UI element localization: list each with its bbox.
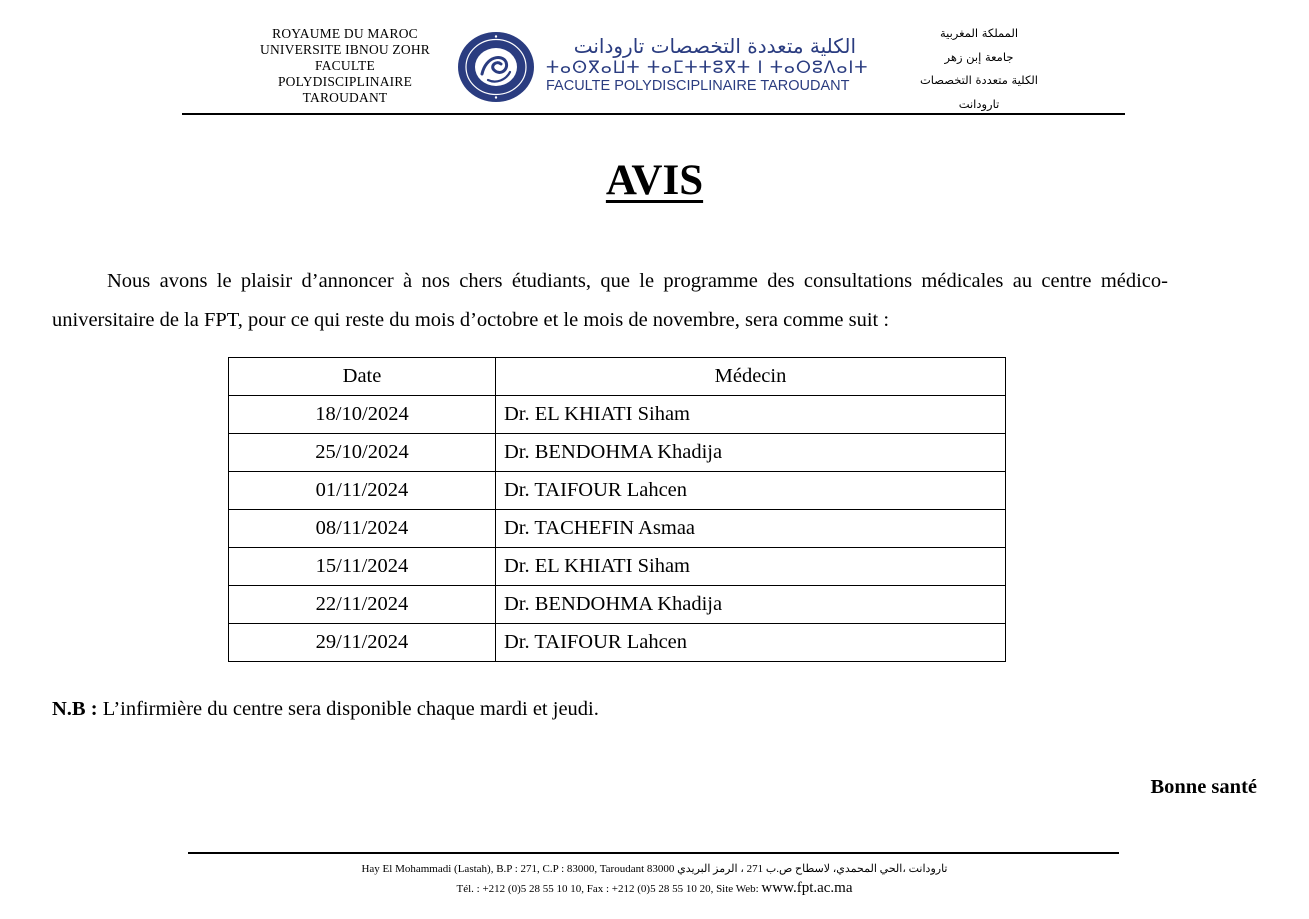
- column-header-doctor: Médecin: [496, 358, 1006, 396]
- note-label: N.B :: [52, 698, 98, 720]
- doctor-cell: Dr. TAIFOUR Lahcen: [496, 472, 1006, 510]
- date-cell: 18/10/2024: [229, 396, 496, 434]
- footer-address: Hay El Mohammadi (Lastah), B.P : 271, C.P : 83000, Taroudant 83000 تارودانت ،الحي المحمدي، لاسطاح ص.ب 271 ، الرمز البريدي: [361, 863, 948, 875]
- date-cell: 22/11/2024: [229, 586, 496, 624]
- footer-phone-fax: Tél. : +212 (0)5 28 55 10 10, Fax : +212 (0)5 28 55 10 20, Site Web:: [456, 883, 762, 895]
- note-text: L’infirmière du centre sera disponible chaque mardi et jeudi.: [97, 698, 599, 720]
- column-header-date: Date: [229, 358, 496, 396]
- wordmark-french: FACULTE POLYDISCIPLINAIRE TAROUDANT: [546, 78, 850, 94]
- header-left-line: FACULTE: [315, 58, 375, 73]
- website-link[interactable]: www.fpt.ac.ma: [761, 880, 853, 896]
- doctor-cell: Dr. EL KHIATI Siham: [496, 548, 1006, 586]
- footer-divider: [188, 852, 1119, 854]
- intro-paragraph: Nous avons le plaisir d’annoncer à nos chers étudiants, que le programme des consultations médicales au centre médico-universitaire de la FPT, pour ce qui reste du mois d’octobre et le mois de novembre, sera comme suit :: [52, 270, 1168, 331]
- schedule-table: [228, 357, 1006, 662]
- date-cell: 29/11/2024: [229, 624, 496, 662]
- faculty-wordmark: [546, 34, 869, 95]
- footer-contact: [0, 879, 1309, 898]
- doctor-cell: Dr. TACHEFIN Asmaa: [496, 510, 1006, 548]
- table-header-row: [229, 358, 1006, 396]
- header-right-block: [900, 22, 1058, 116]
- date-cell: 15/11/2024: [229, 548, 496, 586]
- header-right-line: المملكة المغربية: [939, 26, 1019, 40]
- doctor-cell: Dr. EL KHIATI Siham: [496, 396, 1006, 434]
- header-right-line: تارودانت: [958, 96, 1000, 111]
- table-row: [229, 586, 1006, 624]
- university-seal-icon: [456, 30, 536, 104]
- header-left-line: ROYAUME DU MAROC: [272, 26, 418, 41]
- table-row: [229, 624, 1006, 662]
- header-left-line: UNIVERSITE IBNOU ZOHR: [260, 42, 430, 57]
- header-left-block: [250, 26, 440, 106]
- date-cell: 08/11/2024: [229, 510, 496, 548]
- header-right-line: الكلية متعددة التخصصات: [919, 73, 1039, 87]
- page-title: [0, 155, 1309, 207]
- table-row: [229, 396, 1006, 434]
- header-right-line: جامعة إبن زهر: [944, 49, 1014, 64]
- doctor-cell: Dr. BENDOHMA Khadija: [496, 434, 1006, 472]
- doctor-cell: Dr. BENDOHMA Khadija: [496, 586, 1006, 624]
- signoff: Bonne santé: [1150, 776, 1257, 798]
- table-row: [229, 434, 1006, 472]
- header-divider: [182, 113, 1125, 115]
- wordmark-arabic: الكلية متعددة التخصصات تارودانت: [573, 34, 856, 58]
- table-row: [229, 548, 1006, 586]
- date-cell: 01/11/2024: [229, 472, 496, 510]
- table-row: [229, 472, 1006, 510]
- header-left-line: TAROUDANT: [302, 90, 388, 105]
- date-cell: 25/10/2024: [229, 434, 496, 472]
- page-title-text: AVIS: [605, 157, 704, 204]
- doctor-cell: Dr. TAIFOUR Lahcen: [496, 624, 1006, 662]
- header-left-line: POLYDISCIPLINAIRE: [277, 74, 413, 89]
- table-row: [229, 510, 1006, 548]
- note-line: [52, 696, 599, 722]
- wordmark-tifinagh: ⵜⴰⵙⴳⴰⵡⵜ ⵜⴰⵎⵜⵜⵓⴳⵜ ⵏ ⵜⴰⵔⵓⴷⴰⵏⵜ: [546, 58, 869, 78]
